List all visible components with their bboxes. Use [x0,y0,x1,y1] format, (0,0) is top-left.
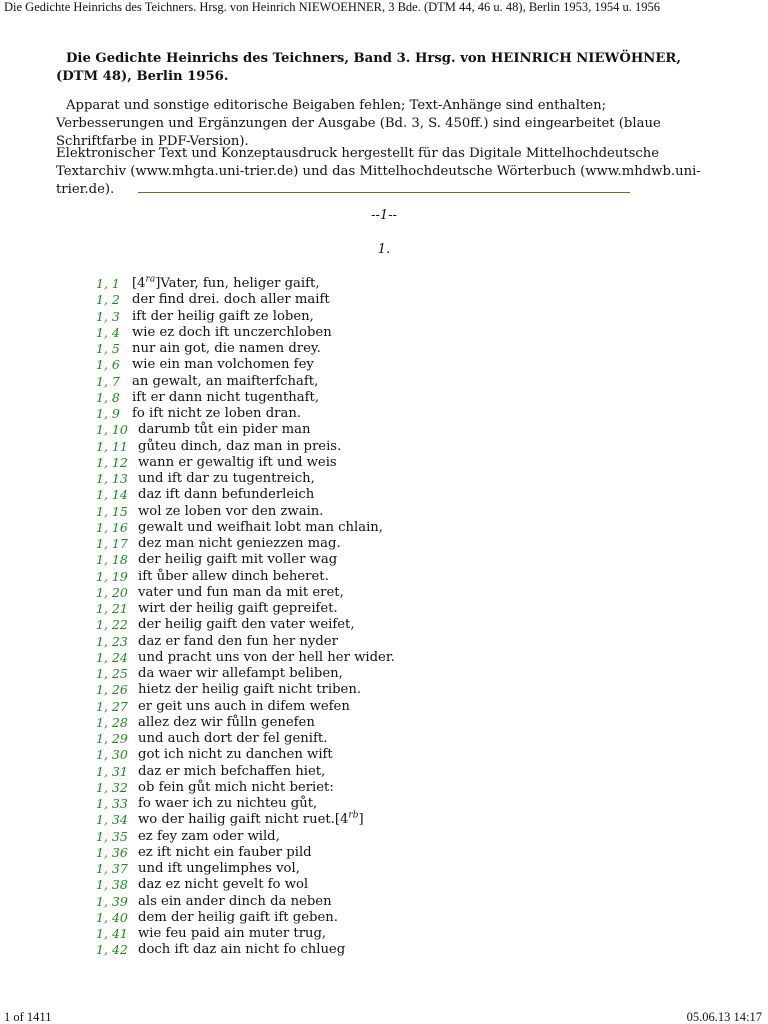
verse-line [96,504,395,520]
verse-line [96,926,395,942]
verse-line [96,845,395,861]
verse-line [96,829,395,845]
verse-text: fo ift nicht ze loben dran. [132,406,302,421]
verse-line [96,487,395,503]
verse-text: ift ůber allew dinch beheret. [138,568,329,584]
verse-text: daz er fand den fun her nyder [138,633,338,649]
verse-number: 1, 9 [96,406,120,421]
verse-text: als ein ander dinch da neben [138,893,332,909]
page-marker: --1-- [371,208,397,223]
verse-number: 1, 31 [96,763,128,779]
folio-mark: $[4^{ra}]$ [132,274,161,291]
verse-text: ift er dann nicht tugenthaft, [132,389,320,405]
source-note-paragraph: Elektronischer Text und Konzeptausdruck hergestellt für das Digitale Mittelhochdeutsche Textarchiv (www.mhgta.uni-trier.de) und das Mittelhochdeutsche Wörterbuch (www.mhdwb.uni-trier.de). [56,146,701,197]
verse-number: 1, 4 [96,324,120,340]
verse-text: ift der heilig gaift ze loben, [132,308,314,324]
verse-text: und pracht uns von der hell her wider. [138,649,395,665]
verse-line [96,585,395,601]
page-count: 1 of 1411 [4,1010,52,1024]
verse-number: 1, 42 [96,942,128,958]
verse-line [96,894,395,910]
verse-line [96,910,395,926]
verse-text: er geit uns auch in difem wefen [138,698,350,714]
verse-text: wirt der heilig gaift gepreifet. [138,601,338,616]
verse-number: 1, 21 [96,601,128,616]
verse-line [96,552,395,568]
verse-text: allez dez wir fůlln genefen [138,714,315,730]
verse-number: 1, 30 [96,747,128,763]
verse-text: wo der hailig gaift nicht $ruet.[4^{rb}]$ [138,810,364,828]
verse-number: 1, 18 [96,552,128,568]
verse-text: ez fey zam oder wild, [138,828,280,844]
editorial-note-paragraph: Apparat und sonstige editorische Beigaben fehlen; Text-Anhänge sind enthalten; Verbesserungen und Ergänzungen der Ausgabe (Bd. 3, S. 450ff.) sind eingearbeitet (blaue Schriftfarbe in PDF-Version). [56,98,661,149]
verse-text: dez man nicht geniezzen mag. [138,536,341,551]
verse-number: 1, 40 [96,909,128,925]
verse-line [96,699,395,715]
verse-number: 1, 26 [96,682,128,698]
verse-line [96,422,395,438]
poem-number: 1. [377,242,391,257]
verse-line [96,666,395,682]
verse-text: wie ein man volchomen fey [132,357,314,373]
verse-line [96,341,395,357]
verse-number: 1, 13 [96,471,128,486]
verse-number: 1, 16 [96,519,128,535]
verse-text: $[4^{ra}]Vater$, fun, heliger gaift, [132,274,320,291]
verse-line [96,861,395,877]
verse-line [96,682,395,698]
verse-line [96,796,395,812]
verse-number: 1, 10 [96,422,128,438]
verse-line [96,471,395,487]
verse-number: 1, 29 [96,731,128,746]
verse-text: daz er mich befchaffen hiet, [138,763,326,779]
verse-number: 1, 19 [96,568,128,584]
verse-text: der heilig gaift den vater weifet, [138,617,355,633]
verse-text: dem der heilig gaift ift geben. [138,909,338,925]
verse-line [96,455,395,471]
verse-number: 1, 22 [96,617,128,633]
verse-number: 1, 7 [96,373,120,389]
verse-line [96,780,395,796]
verse-number: 1, 12 [96,454,128,470]
verse-number: 1, 32 [96,779,128,795]
verse-number: 1, 6 [96,357,120,373]
verse-line [96,325,395,341]
verse-line [96,292,395,308]
verse-line [96,357,395,373]
verse-number: 1, 23 [96,633,128,649]
verse-number: 1, 25 [96,666,128,681]
document-title: Die Gedichte Heinrichs des Teichners, Band 3. Hrsg. von HEINRICH NIEWÖHNER, (DTM 48), Berlin 1956. [56,51,681,84]
verse-line [96,764,395,780]
verse-number: 1, 20 [96,584,128,600]
verse-line [96,406,395,422]
verse-text: daz ift dann befunderleich [138,487,315,503]
verse-line [96,812,395,828]
verse-text: gewalt und weifhait lobt man chlain, [138,519,383,535]
verse-number: 1, 41 [96,926,128,941]
verse-text: wol ze loben vor den zwain. [138,503,324,519]
verse-text: hietz der heilig gaift nicht triben. [138,682,362,698]
verse-line [96,747,395,763]
print-timestamp: 05.06.13 14:17 [686,1010,762,1024]
verse-text: daz ez nicht gevelt fo wol [138,877,309,893]
verse-line [96,374,395,390]
verse-text: vater und fun man da mit eret, [138,584,344,600]
verse-list [96,276,395,959]
verse-number: 1, 1 [96,276,120,291]
verse-text: wann er gewaltig ift und weis [138,454,337,470]
verse-line [96,715,395,731]
verse-line [96,520,395,536]
verse-text: nur ain got, die namen drey. [132,341,321,356]
verse-number: 1, 8 [96,389,120,405]
verse-text: da waer wir allefampt beliben, [138,666,343,681]
verse-number: 1, 37 [96,861,128,876]
verse-line [96,634,395,650]
verse-number: 1, 33 [96,796,128,811]
verse-text: darumb tůt ein pider man [138,422,311,438]
verse-text: fo waer ich zu nichteu gůt, [138,796,318,811]
section-divider [138,192,630,193]
verse-text: ob fein gůt mich nicht beriet: [138,779,334,795]
verse-number: 1, 15 [96,503,128,519]
verse-text: der find drei. doch aller maift [132,292,330,308]
verse-number: 1, 17 [96,536,128,551]
verse-text: der heilig gaift mit voller wag [138,552,338,568]
verse-line [96,309,395,325]
verse-text: gůteu dinch, daz man in preis. [138,438,342,454]
verse-number: 1, 38 [96,877,128,893]
verse-line [96,650,395,666]
verse-text: an gewalt, an maifterfchaft, [132,373,319,389]
folio-mark: $[4^{rb}]$ [334,810,364,828]
verse-line [96,601,395,617]
verse-number: 1, 24 [96,649,128,665]
verse-line [96,276,395,292]
verse-text: doch ift daz ain nicht fo chlueg [138,942,346,958]
verse-number: 1, 28 [96,714,128,730]
verse-number: 1, 35 [96,828,128,844]
verse-number: 1, 27 [96,698,128,714]
verse-number: 1, 36 [96,844,128,860]
verse-text: ez ift nicht ein fauber pild [138,844,312,860]
verse-line [96,942,395,958]
verse-number: 1, 11 [96,438,128,454]
running-header: Die Gedichte Heinrichs des Teichners. Hrsg. von Heinrich NIEWOEHNER, 3 Bde. (DTM 44, 46 u. 48), Berlin 1953, 1954 u. 1956 [4,0,661,14]
verse-line [96,877,395,893]
verse-text: got ich nicht zu danchen wift [138,747,333,763]
verse-text: wie feu paid ain muter trug, [138,926,327,941]
verse-line [96,390,395,406]
verse-number: 1, 5 [96,341,120,356]
verse-text: wie ez doch ift unczerchloben [132,324,332,340]
verse-line [96,536,395,552]
verse-number: 1, 39 [96,893,128,909]
verse-number: 1, 2 [96,292,120,308]
verse-line [96,617,395,633]
verse-text: und auch dort der fel genift. [138,731,328,746]
verse-number: 1, 34 [96,812,128,828]
verse-text: und ift ungelimphes vol, [138,861,300,876]
verse-number: 1, 3 [96,308,120,324]
verse-text: und ift dar zu tugentreich, [138,471,315,486]
verse-line [96,439,395,455]
verse-line [96,731,395,747]
verse-number: 1, 14 [96,487,128,503]
verse-line [96,569,395,585]
